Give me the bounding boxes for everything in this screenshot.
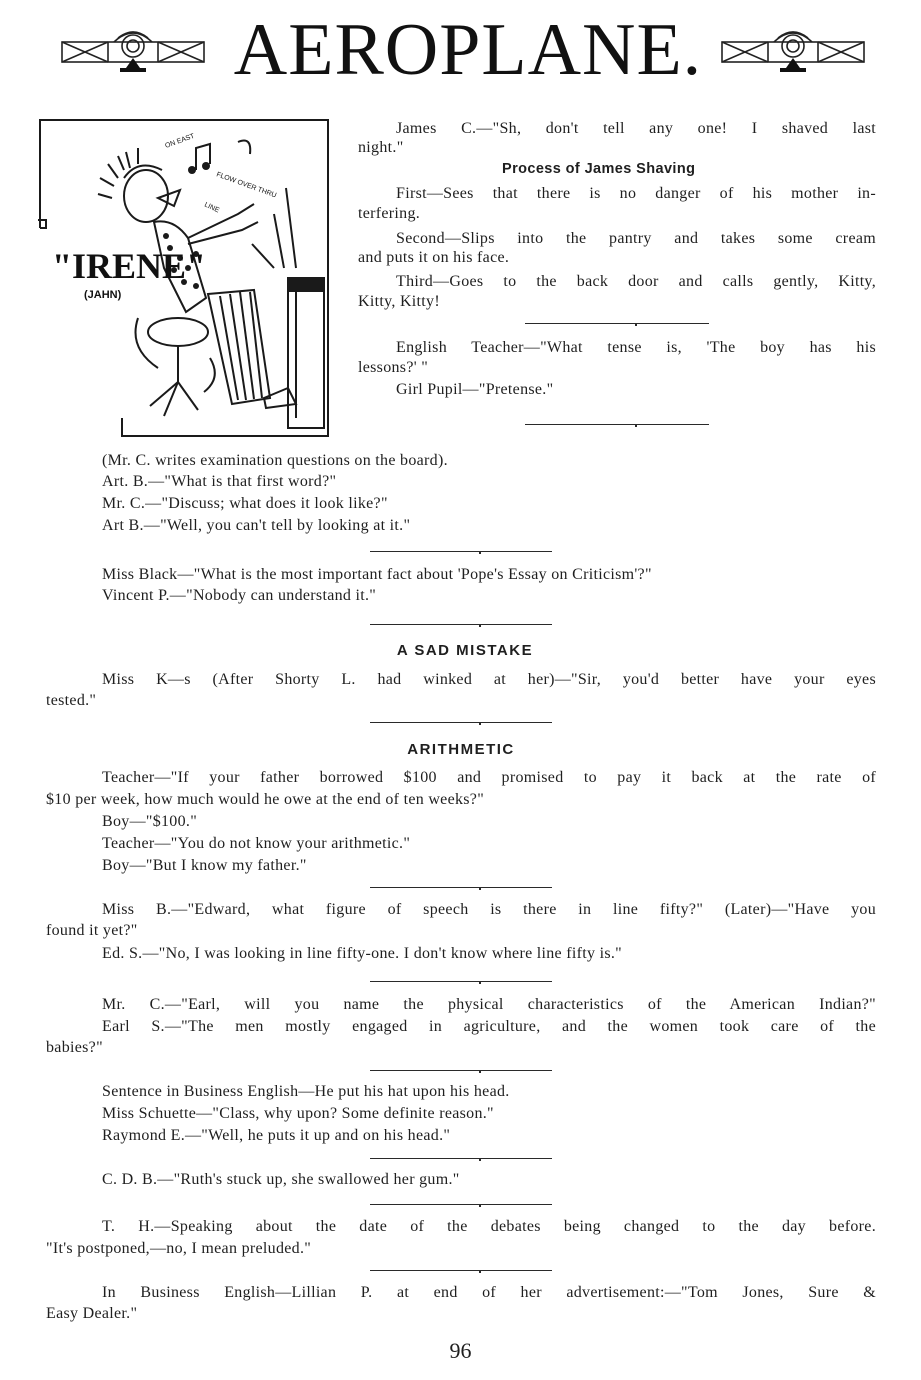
irene-cartoon bbox=[38, 118, 334, 440]
cartoon-caption: "IRENE" bbox=[52, 246, 207, 286]
process-second-2: and puts it on his face. bbox=[358, 249, 510, 266]
divider bbox=[370, 1204, 552, 1205]
hat-line-1: Sentence in Business English—He put his hat upon his head. bbox=[102, 1083, 510, 1100]
divider bbox=[370, 551, 552, 552]
page-title: AEROPLANE. bbox=[233, 9, 703, 91]
hat-line-2: Miss Schuette—"Class, why upon? Some definite reason." bbox=[102, 1105, 494, 1122]
debate-line-2: "It's postponed,—no, I mean preluded." bbox=[46, 1240, 312, 1257]
indian-line-1: Mr. C.—"Earl, will you name the physical characteristics of the American Indian?" bbox=[102, 996, 876, 1013]
divider bbox=[370, 1270, 552, 1271]
process-heading: Process of James Shaving bbox=[502, 161, 696, 177]
divider bbox=[370, 1070, 552, 1071]
cartoon-scribble-2: FLOW OVER THRU bbox=[215, 171, 278, 200]
james-line-2: night." bbox=[358, 139, 404, 156]
arithmetic-line-5: Boy—"But I know my father." bbox=[102, 857, 307, 874]
arithmetic-heading: ARITHMETIC bbox=[407, 741, 515, 758]
exam-line-2: Art. B.—"What is that first word?" bbox=[102, 473, 337, 490]
exam-line-3: Mr. C.—"Discuss; what does it look like?" bbox=[102, 495, 388, 512]
page-header bbox=[58, 8, 868, 91]
process-second-1: Second—Slips into the pantry and takes some cream bbox=[396, 230, 876, 247]
english-teacher-2: lessons?' " bbox=[358, 359, 429, 376]
debate-line-1: T. H.—Speaking about the date of the debates being changed to the day before. bbox=[102, 1218, 876, 1235]
cartoon-scribble-3: LINE bbox=[203, 201, 221, 215]
indian-line-2: Earl S.—"The men mostly engaged in agriculture, and the women took care of the bbox=[102, 1018, 876, 1035]
english-teacher-1: English Teacher—"What tense is, 'The boy has his bbox=[396, 339, 876, 356]
biplane-left-icon bbox=[58, 24, 208, 84]
process-third-1: Third—Goes to the back door and calls gently, Kitty, bbox=[396, 273, 876, 290]
process-first-1: First—Sees that there is no danger of his mother in- bbox=[396, 185, 876, 202]
process-third-2: Kitty, Kitty! bbox=[358, 293, 440, 310]
arithmetic-line-2: $10 per week, how much would he owe at the end of ten weeks?" bbox=[46, 791, 485, 808]
ad-line-2: Easy Dealer." bbox=[46, 1305, 138, 1322]
exam-line-4: Art B.—"Well, you can't tell by looking at it." bbox=[102, 517, 411, 534]
divider bbox=[370, 722, 552, 723]
arithmetic-line-3: Boy—"$100." bbox=[102, 813, 198, 830]
divider bbox=[370, 624, 552, 625]
indian-line-3: babies?" bbox=[46, 1039, 103, 1056]
divider bbox=[525, 424, 709, 425]
sad-mistake-line-1: Miss K—s (After Shorty L. had winked at her)—"Sir, you'd better have your eyes bbox=[102, 671, 876, 688]
hat-line-3: Raymond E.—"Well, he puts it up and on his head." bbox=[102, 1127, 451, 1144]
girl-pupil: Girl Pupil—"Pretense." bbox=[396, 381, 554, 398]
divider bbox=[370, 981, 552, 982]
sad-mistake-line-2: tested." bbox=[46, 692, 97, 709]
speech-line-2: found it yet?" bbox=[46, 922, 138, 939]
gum-line: C. D. B.—"Ruth's stuck up, she swallowed her gum." bbox=[102, 1171, 460, 1188]
ad-line-1: In Business English—Lillian P. at end of her advertisement:—"Tom Jones, Sure & bbox=[102, 1284, 876, 1301]
divider bbox=[525, 323, 709, 324]
cartoon-scribble-1: ON EAST bbox=[164, 132, 196, 150]
biplane-right-icon bbox=[718, 24, 868, 84]
cartoon-subcaption: (JAHN) bbox=[84, 289, 122, 301]
pope-line-2: Vincent P.—"Nobody can understand it." bbox=[102, 587, 377, 604]
speech-line-3: Ed. S.—"No, I was looking in line fifty-one. I don't know where line fifty is." bbox=[102, 945, 623, 962]
exam-line-1: (Mr. C. writes examination questions on the board). bbox=[102, 452, 448, 469]
speech-line-1: Miss B.—"Edward, what figure of speech is there in line fifty?" (Later)—"Have you bbox=[102, 901, 876, 918]
sad-mistake-heading: A SAD MISTAKE bbox=[396, 642, 534, 659]
divider bbox=[370, 1158, 552, 1159]
page-number: 96 bbox=[449, 1338, 472, 1363]
pope-line-1: Miss Black—"What is the most important fact about 'Pope's Essay on Criticism'?" bbox=[102, 566, 652, 583]
arithmetic-line-4: Teacher—"You do not know your arithmetic." bbox=[102, 835, 411, 852]
divider bbox=[370, 887, 552, 888]
process-first-2: terfering. bbox=[358, 205, 421, 222]
arithmetic-line-1: Teacher—"If your father borrowed $100 and promised to pay it back at the rate of bbox=[102, 769, 876, 786]
james-line-1: James C.—"Sh, don't tell any one! I shaved last bbox=[396, 120, 876, 137]
